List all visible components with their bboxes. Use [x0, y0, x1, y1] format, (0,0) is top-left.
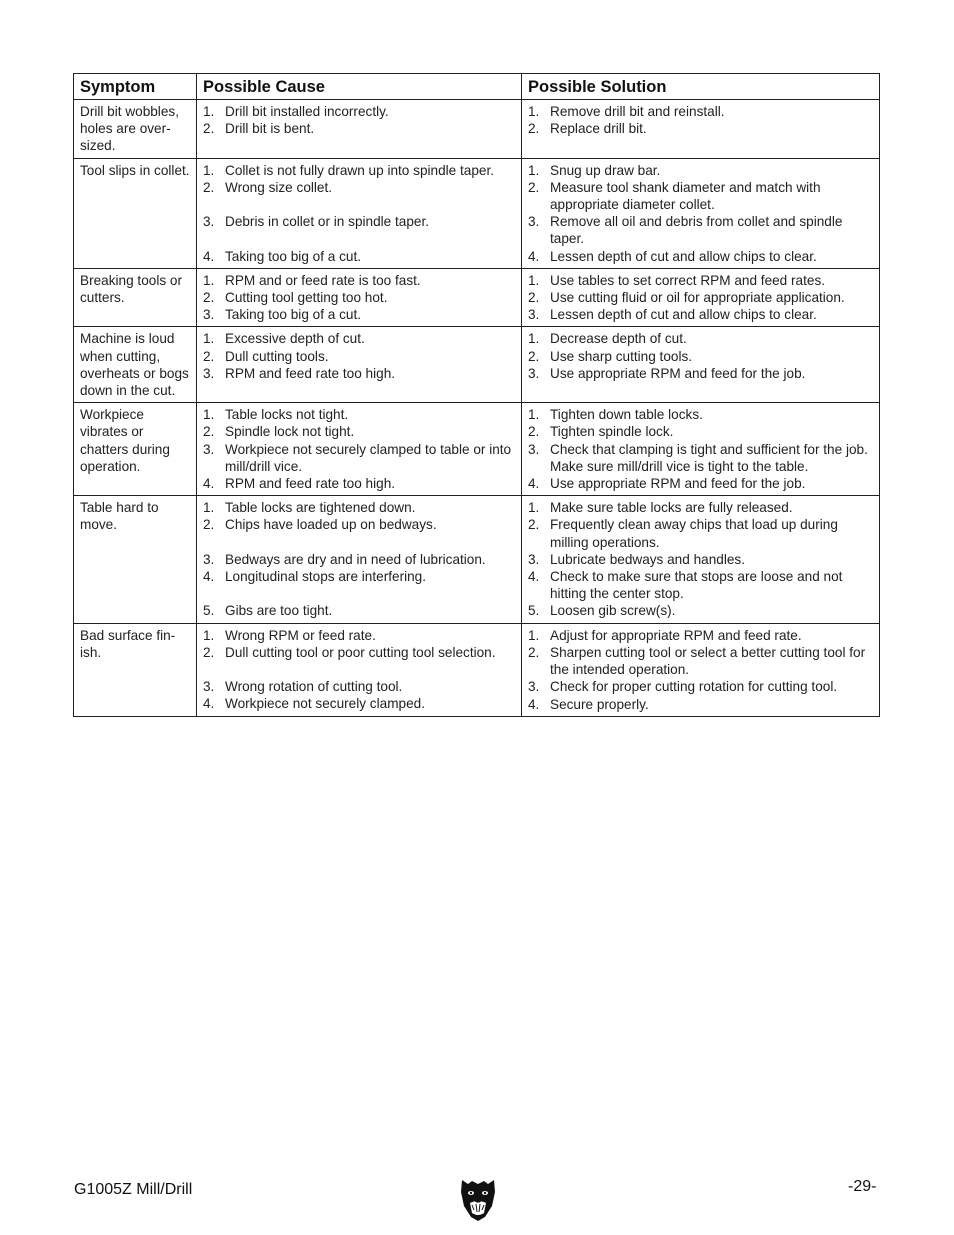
cause-cell [197, 158, 522, 268]
item-number: 2. [528, 424, 540, 440]
item-text: Dull cutting tool or poor cutting tool selection. [225, 644, 496, 660]
solution-cell [522, 100, 880, 159]
item-number: 3. [528, 214, 540, 230]
item-number: 1. [203, 331, 215, 347]
item-number: 1. [528, 272, 540, 288]
solution-list-item [528, 213, 873, 247]
solution-list-item [528, 475, 873, 492]
item-number: 4. [203, 476, 215, 492]
footer-model-name: G1005Z Mill/Drill [74, 1181, 193, 1198]
item-number: 1. [528, 500, 540, 516]
item-number: 4. [203, 569, 215, 585]
cause-list-item [203, 213, 515, 247]
item-number: 3. [203, 307, 215, 323]
item-text: RPM and feed rate too high. [225, 476, 396, 492]
cause-list-item [203, 179, 515, 213]
solution-list-item [528, 441, 873, 475]
item-text: Collet is not fully drawn up into spindle taper. [225, 162, 495, 178]
item-number: 2. [203, 290, 215, 306]
item-text: Snug up draw bar. [550, 162, 661, 178]
item-number: 3. [203, 214, 215, 230]
cause-list-item [203, 406, 515, 423]
item-text: Check to make sure that stops are loose and not hitting the center stop. [550, 569, 843, 602]
item-number: 3. [528, 551, 540, 567]
item-number: 3. [203, 441, 215, 457]
solution-list-item [528, 365, 873, 382]
cause-list-item [203, 516, 515, 550]
cause-list-item [203, 475, 515, 492]
solution-cell [522, 327, 880, 403]
item-text: Workpiece not securely clamped. [225, 696, 425, 712]
item-number: 3. [528, 307, 540, 323]
header-possible-cause: Possible Cause [197, 74, 522, 100]
cause-list-item [203, 365, 515, 382]
solution-cell [522, 403, 880, 496]
item-text: Use tables to set correct RPM and feed rates. [550, 272, 826, 288]
item-text: RPM and feed rate too high. [225, 365, 396, 381]
item-number: 3. [528, 441, 540, 457]
solution-list-item [528, 348, 873, 365]
item-number: 1. [203, 104, 215, 119]
item-number: 3. [528, 365, 540, 381]
item-number: 4. [203, 248, 215, 264]
item-text: Lessen depth of cut and allow chips to clear. [550, 307, 817, 323]
solution-list-item [528, 568, 873, 602]
item-text: Tighten down table locks. [550, 407, 703, 423]
cause-list-item [203, 272, 515, 289]
cause-cell [197, 327, 522, 403]
solution-list-item [528, 179, 873, 213]
item-number: 4. [528, 569, 540, 585]
solution-cell [522, 268, 880, 327]
solution-list-item [528, 551, 873, 568]
item-number: 1. [203, 272, 215, 288]
item-number: 3. [203, 679, 215, 695]
cause-list-item [203, 248, 515, 265]
solution-list-item [528, 330, 873, 347]
item-text: Frequently clean away chips that load up during milling operations. [550, 517, 838, 550]
cause-cell [197, 100, 522, 159]
item-text: Remove drill bit and reinstall. [550, 104, 725, 119]
item-text: Decrease depth of cut. [550, 331, 687, 347]
solution-list-item [528, 272, 873, 289]
page-number: -29- [848, 1178, 877, 1195]
item-text: Wrong rotation of cutting tool. [225, 679, 403, 695]
symptom-cell: Machine is loud when cutting, overheats or bogs down in the cut. [74, 327, 197, 403]
cause-list-item [203, 103, 515, 120]
table-row [74, 496, 880, 623]
solution-list-item [528, 644, 873, 678]
item-text: Check for proper cutting rotation for cutting tool. [550, 679, 838, 695]
item-text: Cutting tool getting too hot. [225, 290, 388, 306]
item-number: 5. [203, 603, 215, 619]
table-row [74, 268, 880, 327]
item-number: 1. [528, 162, 540, 178]
cause-list-item [203, 423, 515, 440]
item-text: Gibs are too tight. [225, 603, 333, 619]
item-number: 1. [203, 627, 215, 643]
cause-list-item [203, 551, 515, 568]
symptom-cell: Drill bit wobbles, holes are over-sized. [74, 100, 197, 159]
symptom-cell: Workpiece vibrates or chatters during operation. [74, 403, 197, 496]
cause-list-item [203, 162, 515, 179]
header-symptom: Symptom [74, 74, 197, 100]
item-number: 4. [203, 696, 215, 712]
item-text: Drill bit installed incorrectly. [225, 104, 389, 119]
item-text: Workpiece not securely clamped to table or into mill/drill vice. [225, 441, 512, 474]
item-text: Use sharp cutting tools. [550, 348, 693, 364]
item-number: 1. [528, 407, 540, 423]
item-number: 2. [203, 348, 215, 364]
item-number: 1. [203, 407, 215, 423]
item-text: Adjust for appropriate RPM and feed rate. [550, 627, 802, 643]
item-number: 2. [528, 121, 540, 137]
item-number: 1. [528, 331, 540, 347]
item-number: 3. [203, 551, 215, 567]
item-text: Measure tool shank diameter and match with appropriate diameter collet. [550, 179, 821, 213]
item-text: Drill bit is bent. [225, 121, 315, 137]
item-number: 4. [528, 476, 540, 492]
table-header-row [74, 74, 880, 100]
solution-list-item [528, 248, 873, 265]
item-number: 1. [203, 500, 215, 516]
item-text: Longitudinal stops are interfering. [225, 569, 427, 585]
item-text: Table locks not tight. [225, 407, 349, 423]
item-number: 3. [528, 679, 540, 695]
item-number: 2. [203, 517, 215, 533]
item-number: 2. [203, 424, 215, 440]
cause-cell [197, 496, 522, 623]
item-text: Excessive depth of cut. [225, 331, 365, 347]
item-text: Sharpen cutting tool or select a better cutting tool for the intended operation. [550, 644, 866, 678]
item-number: 2. [528, 179, 540, 195]
cause-list-item [203, 289, 515, 306]
item-text: Wrong size collet. [225, 179, 333, 195]
item-number: 4. [528, 696, 540, 712]
table-row [74, 100, 880, 159]
solution-list-item [528, 499, 873, 516]
item-text: Wrong RPM or feed rate. [225, 627, 376, 643]
item-number: 2. [203, 121, 215, 137]
symptom-cell: Bad surface fin-ish. [74, 623, 197, 716]
item-number: 2. [203, 179, 215, 195]
cause-list-item [203, 678, 515, 695]
header-possible-solution: Possible Solution [522, 74, 880, 100]
cause-cell [197, 268, 522, 327]
item-text: Taking too big of a cut. [225, 307, 362, 323]
item-number: 2. [528, 644, 540, 660]
solution-list-item [528, 627, 873, 644]
cause-cell [197, 623, 522, 716]
solution-cell [522, 496, 880, 623]
grizzly-bear-logo-icon [458, 1176, 498, 1222]
item-text: Taking too big of a cut. [225, 248, 362, 264]
solution-list-item [528, 696, 873, 713]
item-text: Secure properly. [550, 696, 649, 712]
item-text: Replace drill bit. [550, 121, 647, 137]
item-number: 2. [528, 290, 540, 306]
cause-list-item [203, 602, 515, 619]
symptom-cell: Table hard to move. [74, 496, 197, 623]
symptom-cell: Tool slips in collet. [74, 158, 197, 268]
item-number: 1. [203, 162, 215, 178]
table-row [74, 327, 880, 403]
item-text: Table locks are tightened down. [225, 500, 416, 516]
item-text: Use appropriate RPM and feed for the job. [550, 476, 806, 492]
item-number: 3. [203, 365, 215, 381]
item-text: Dull cutting tools. [225, 348, 329, 364]
item-number: 4. [528, 248, 540, 264]
solution-list-item [528, 678, 873, 695]
table-row [74, 158, 880, 268]
cause-list-item [203, 644, 515, 678]
item-text: Bedways are dry and in need of lubrication. [225, 551, 486, 567]
item-text: Make sure table locks are fully released. [550, 500, 793, 516]
item-text: Lubricate bedways and handles. [550, 551, 745, 567]
item-text: Lessen depth of cut and allow chips to clear. [550, 248, 817, 264]
solution-cell [522, 623, 880, 716]
cause-cell [197, 403, 522, 496]
solution-list-item [528, 289, 873, 306]
solution-list-item [528, 516, 873, 550]
solution-list-item [528, 103, 873, 120]
item-text: Chips have loaded up on bedways. [225, 517, 437, 533]
cause-list-item [203, 348, 515, 365]
item-text: Debris in collet or in spindle taper. [225, 214, 430, 230]
item-number: 5. [528, 603, 540, 619]
item-text: Tighten spindle lock. [550, 424, 674, 440]
troubleshooting-table [73, 73, 880, 717]
item-text: Check that clamping is tight and sufficient for the job. Make sure mill/drill vice is tight to the table. [550, 441, 868, 474]
cause-list-item [203, 627, 515, 644]
solution-list-item [528, 423, 873, 440]
item-number: 2. [528, 517, 540, 533]
cause-list-item [203, 695, 515, 712]
item-text: Spindle lock not tight. [225, 424, 355, 440]
item-text: Loosen gib screw(s). [550, 603, 676, 619]
item-number: 1. [528, 627, 540, 643]
table-row [74, 403, 880, 496]
solution-list-item [528, 162, 873, 179]
solution-cell [522, 158, 880, 268]
table-row [74, 623, 880, 716]
solution-list-item [528, 406, 873, 423]
symptom-cell: Breaking tools or cutters. [74, 268, 197, 327]
item-number: 1. [528, 104, 540, 119]
solution-list-item [528, 602, 873, 619]
cause-list-item [203, 568, 515, 602]
item-number: 2. [528, 348, 540, 364]
cause-list-item [203, 441, 515, 475]
item-number: 2. [203, 644, 215, 660]
solution-list-item [528, 120, 873, 137]
item-text: Remove all oil and debris from collet and spindle taper. [550, 214, 843, 247]
cause-list-item [203, 306, 515, 323]
cause-list-item [203, 330, 515, 347]
item-text: Use appropriate RPM and feed for the job. [550, 365, 806, 381]
cause-list-item [203, 120, 515, 137]
item-text: RPM and or feed rate is too fast. [225, 272, 421, 288]
cause-list-item [203, 499, 515, 516]
item-text: Use cutting fluid or oil for appropriate application. [550, 290, 845, 306]
solution-list-item [528, 306, 873, 323]
